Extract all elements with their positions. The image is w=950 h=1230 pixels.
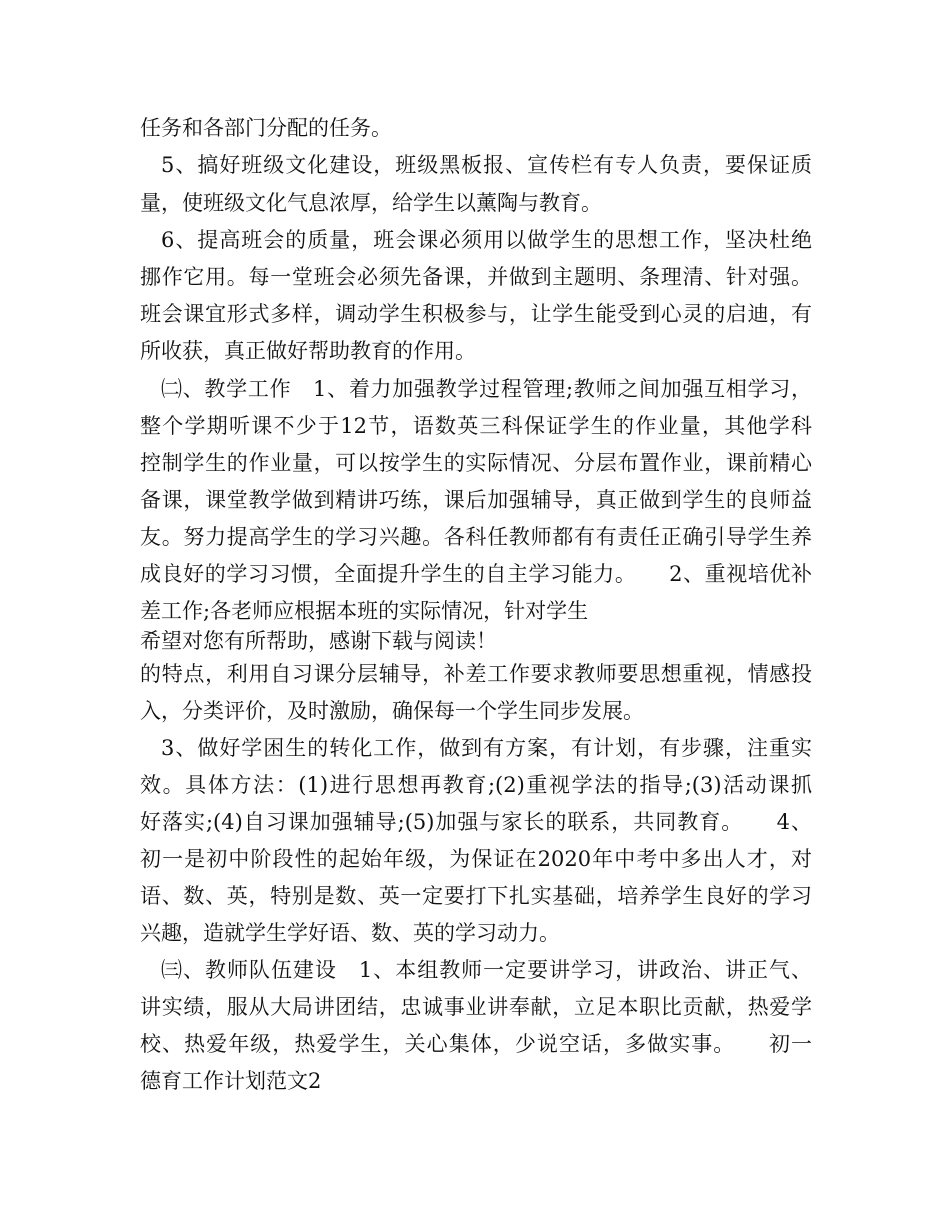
text-line: 校、热爱年级，热爱学生，关心集体，少说空话，多做实事。 初一	[140, 1032, 812, 1056]
text-line: 入，分类评价，及时激励，确保每一个学生同步发展。	[140, 699, 644, 723]
text-line: 所收获，真正做好帮助教育的作用。	[140, 339, 476, 363]
text-line: 讲实绩，服从大局讲团结，忠诚事业讲奉献，立足本职比贡献，热爱学	[140, 995, 812, 1019]
text-line: 6、提高班会的质量，班会课必须用以做学生的思想工作，坚决杜绝	[161, 228, 812, 252]
text-line: 量，使班级文化气息浓厚，给学生以薰陶与教育。	[140, 191, 602, 215]
text-line: 差工作;各老师应根据本班的实际情况，针对学生	[140, 599, 589, 623]
text-line: 5、搞好班级文化建设，班级黑板报、宣传栏有专人负责，要保证质	[161, 153, 812, 177]
text-line: 友。努力提高学生的学习兴趣。各科任教师都有有责任正确引导学生养	[140, 525, 812, 549]
text-line: 控制学生的作业量，可以按学生的实际情况、分层布置作业，课前精心	[140, 451, 812, 475]
download-thanks-note: 希望对您有所帮助，感谢下载与阅读！	[140, 629, 497, 653]
text-line: ㈡、教学工作 1、着力加强教学过程管理;教师之间加强互相学习，	[161, 377, 812, 401]
text-line: 好落实;(4)自习课加强辅导;(5)加强与家长的联系，共同教育。 4、	[140, 810, 812, 834]
text-line: 备课，课堂教学做到精讲巧练，课后加强辅导，真正做到学生的良师益	[140, 488, 812, 512]
text-line: 班会课宜形式多样，调动学生积极参与，让学生能受到心灵的启迪，有	[140, 302, 812, 326]
text-line: 语、数、英，特别是数、英一定要打下扎实基础，培养学生良好的学习	[140, 884, 812, 908]
text-line: ㈢、教师队伍建设 1、本组教师一定要讲学习，讲政治、讲正气、	[161, 958, 812, 982]
text-line: 初一是初中阶段性的起始年级，为保证在2020年中考中多出人才，对	[140, 847, 812, 871]
text-line: 成良好的学习习惯，全面提升学生的自主学习能力。 2、重视培优补	[140, 562, 812, 586]
text-line: 的特点，利用自习课分层辅导，补差工作要求教师要思想重视，情感投	[140, 662, 812, 686]
text-line: 效。具体方法：(1)进行思想再教育;(2)重视学法的指导;(3)活动课抓	[140, 773, 812, 797]
text-line: 任务和各部门分配的任务。	[140, 116, 392, 140]
text-line: 挪作它用。每一堂班会必须先备课，并做到主题明、条理清、针对强。	[140, 265, 812, 289]
section-title: 德育工作计划范文2	[140, 1069, 322, 1093]
text-line: 兴趣，造就学生学好语、数、英的学习动力。	[140, 921, 560, 945]
text-line: 3、做好学困生的转化工作，做到有方案，有计划，有步骤，注重实	[161, 736, 812, 760]
text-line: 整个学期听课不少于12节，语数英三科保证学生的作业量，其他学科	[140, 414, 812, 438]
